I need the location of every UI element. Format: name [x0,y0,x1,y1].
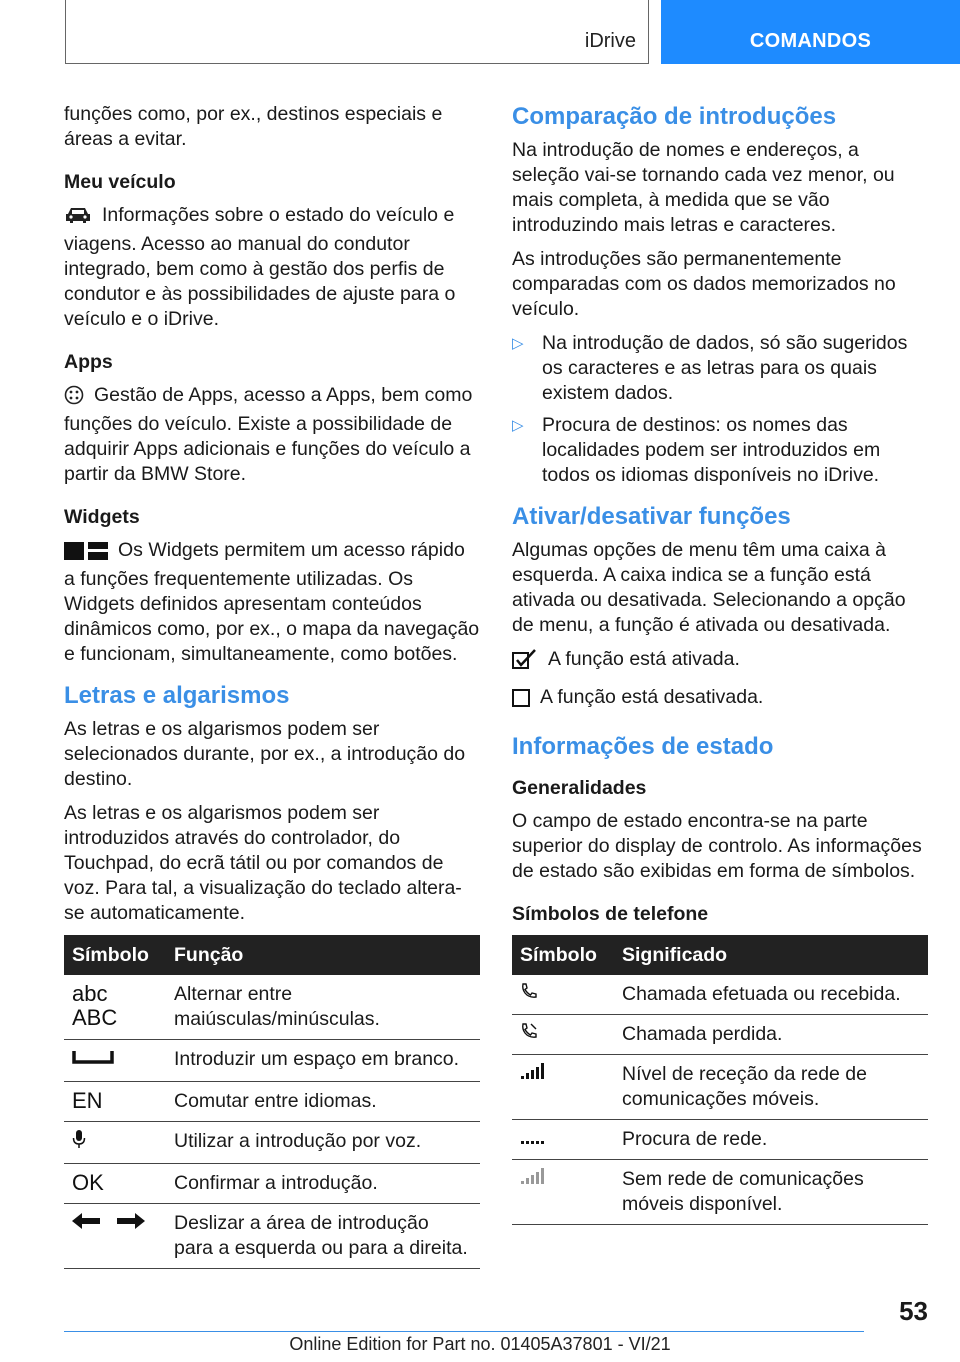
widgets-icon [64,542,108,567]
generalidades-title: Generalidades [512,777,647,799]
table-row [512,975,928,1015]
header-title: iDrive [584,30,636,52]
language-symbol: EN [72,1088,103,1113]
apps-paragraph [64,383,480,487]
table-header-function: Função [166,935,480,975]
header-chapter: COMANDOS [749,30,872,52]
table-header-symbol: Símbolo [64,935,166,975]
table-cell-text: Confirmar a introdução. [166,1164,480,1204]
missed-call-icon [520,1023,538,1045]
table-cell-symbol [512,1055,614,1120]
triangle-bullet-icon: ▷ [512,335,524,352]
right-column [512,102,928,1225]
header-chapter-box [661,0,960,64]
table-row [512,1055,928,1120]
table-cell-text: Comutar entre idiomas. [166,1082,480,1122]
telefone-title: Símbolos de telefone [512,903,709,925]
footer-divider [64,1331,864,1332]
widgets-text: Os Widgets permitem um acesso rápido a funções frequentemente utilizadas. Os Widgets definidos apresentam conteúdos dinâmicos como, por ex., o mapa da navegação e funcionam, simultaneamente, como botões. [64,539,480,665]
table-cell-text: Alternar entre maiúsculas/minúsculas. [166,975,480,1040]
table-cell-symbol [512,975,614,1015]
table-cell-symbol [64,975,166,1040]
phone-symbol-table [512,935,928,1225]
table-cell-symbol [64,1122,166,1164]
table-cell-symbol [64,1082,166,1122]
table-row [512,1120,928,1160]
left-column [64,102,480,1269]
function-on-line [512,647,928,676]
apps-text: Gestão de Apps, acesso a Apps, bem como funções do veículo. Existe a possibilidade de adquirir Apps adicionais e funções do veículo a partir da BMW Store. [64,384,473,485]
table-cell-text: Chamada perdida. [614,1015,928,1055]
letras-paragraph-2: As letras e os algarismos podem ser introduzidos através do controlador, do Touchpad, do ecrã tátil ou por comandos de voz. Para tal, a visualização do teclado altera-se automaticamente. [64,802,462,924]
list-item [512,413,928,488]
apps-title: Apps [64,351,113,373]
table-cell-symbol [512,1120,614,1160]
table-row [64,1082,480,1122]
footer-edition: Online Edition for Part no. 01405A37801 - VI/21 [289,1334,671,1354]
table-header-symbol: Símbolo [512,935,614,975]
phone-call-icon [520,983,538,1005]
microphone-icon [72,1132,86,1154]
meu-veiculo-title: Meu veículo [64,171,176,193]
table-cell-text: Introduzir um espaço em branco. [166,1040,480,1082]
table-cell-symbol [64,1040,166,1082]
estado-heading: Informações de estado [512,733,774,760]
list-item [512,331,928,406]
table-cell-text: Chamada efetuada ou recebida. [614,975,928,1015]
comparacao-paragraph-2: As introduções são permanentemente comparadas com os dados memorizados no veículo. [512,248,896,320]
table-cell-text: Utilizar a introdução por voz. [166,1122,480,1164]
car-icon [64,205,92,232]
table-row [64,975,480,1040]
widgets-title: Widgets [64,506,140,528]
triangle-bullet-icon: ▷ [512,417,524,434]
function-on-text: A função está ativada. [548,648,740,670]
table-row [64,1040,480,1082]
letras-paragraph-1: As letras e os algarismos podem ser selecionados durante, por ex., a introdução do destino. [64,718,466,790]
network-search-icon [520,1128,546,1150]
table-cell-symbol [512,1160,614,1225]
table-row [64,1122,480,1164]
comparacao-heading: Comparação de introduções [512,103,837,130]
table-header-meaning: Significado [614,935,928,975]
table-cell-symbol [64,1204,166,1269]
ativar-paragraph: Algumas opções de menu têm uma caixa à esquerda. A caixa indica se a função está ativada ou desativada. Selecionando a opção de menu, a função é ativada ou desativada. [512,539,906,636]
confirm-symbol: OK [72,1170,104,1195]
no-network-icon [520,1168,546,1190]
table-header [512,935,928,975]
letras-heading: Letras e algarismos [64,682,290,709]
table-header [64,935,480,975]
table-row [64,1164,480,1204]
keyboard-symbol-table [64,935,480,1269]
intro-text: funções como, por ex., destinos especiais e áreas a evitar. [64,103,443,150]
function-off-line [512,685,928,714]
table-cell-text: Sem rede de comunicações móveis disponível. [614,1160,928,1225]
table-cell-symbol [64,1164,166,1204]
bullet-text: Procura de destinos: os nomes das localidades podem ser introduzidos em todos os idiomas disponíveis no iDrive. [542,414,881,486]
space-bar-icon [72,1050,114,1072]
meu-veiculo-paragraph [64,203,480,332]
apps-icon [64,385,84,412]
table-cell-text: Nível de receção da rede de comunicações móveis. [614,1055,928,1120]
page-number: 53 [899,1296,928,1326]
signal-strength-icon [520,1063,546,1085]
arrow-left-icon [72,1212,100,1234]
comparacao-paragraph-1: Na introdução de nomes e endereços, a seleção vai-se tornando cada vez menor, ou mais completa, à medida que se vão introduzindo mais letras e caracteres. [512,139,895,236]
table-cell-text: Procura de rede. [614,1120,928,1160]
ativar-heading: Ativar/desativar funções [512,503,791,530]
table-row [64,1204,480,1269]
meu-veiculo-text: Informações sobre o estado do veículo e viagens. Acesso ao manual do condutor integrado, bem como à gestão dos perfis de condutor e às possibilidades de ajuste para o veículo e o iDrive. [64,204,456,330]
header-title-box [65,0,649,64]
widgets-paragraph [64,538,480,667]
arrow-right-icon [117,1212,145,1234]
function-off-text: A função está desativada. [540,686,764,708]
checkbox-checked-icon [512,649,538,676]
case-toggle-symbol: abc ABC [72,981,118,1030]
bullet-text: Na introdução de dados, só são sugeridos os caracteres e as letras para os quais existem dados. [542,332,908,404]
table-cell-text: Deslizar a área de introdução para a esquerda ou para a direita. [166,1204,480,1269]
estado-paragraph: O campo de estado encontra-se na parte superior do display de controlo. As informações de estado são exibidas em forma de símbolos. [512,810,922,882]
table-row [512,1015,928,1055]
table-cell-symbol [512,1015,614,1055]
checkbox-empty-icon [512,689,530,714]
comparacao-bullets [512,331,928,488]
table-row [512,1160,928,1225]
